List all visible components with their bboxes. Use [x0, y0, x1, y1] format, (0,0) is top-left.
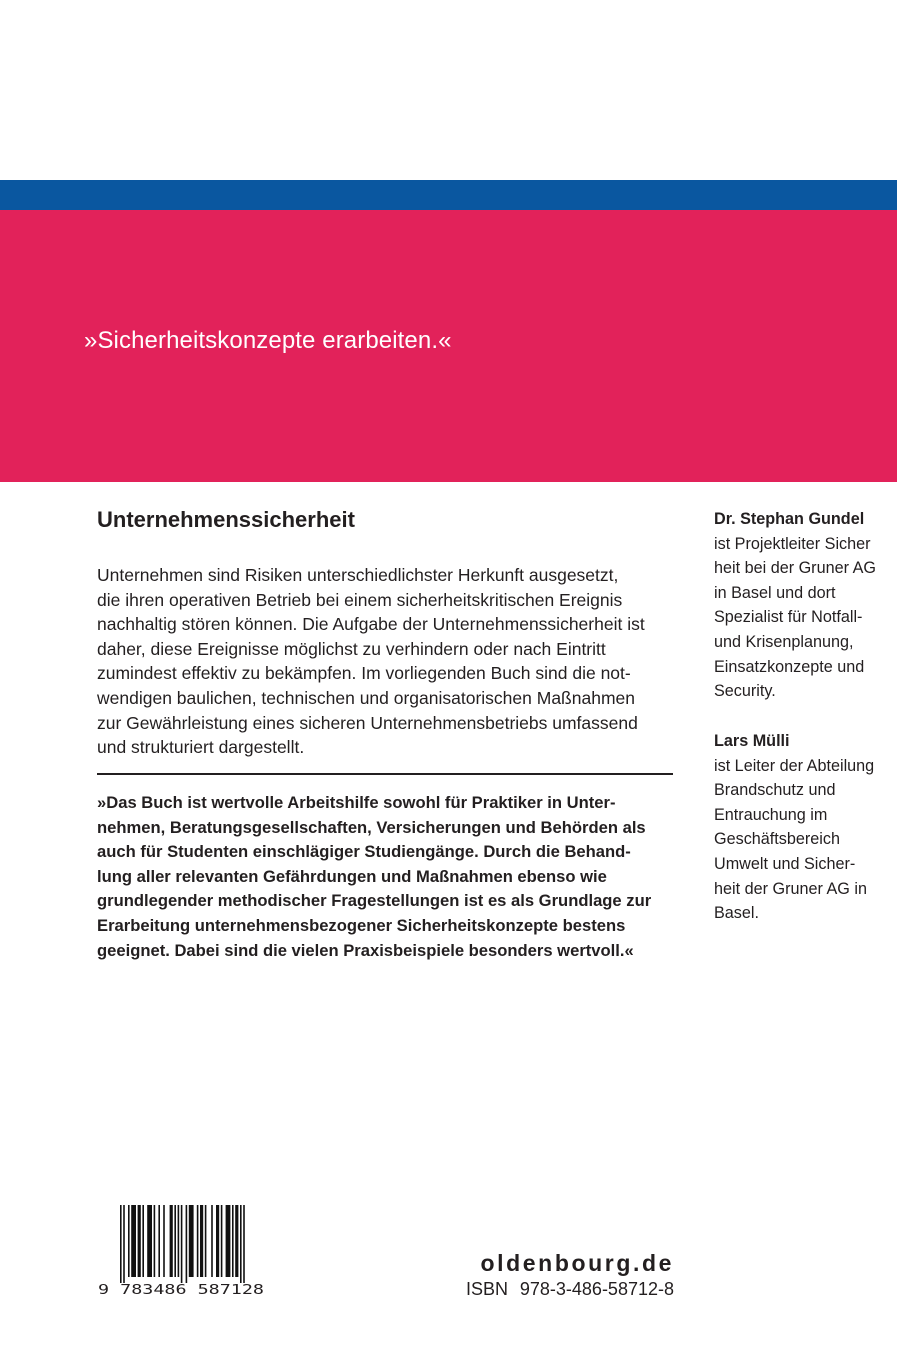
author-bio-line: Spezialist für Notfall-: [714, 608, 863, 627]
isbn-label: ISBN: [466, 1279, 509, 1299]
barcode-bar: [120, 1205, 122, 1283]
description-line: zur Gewährleistung eines sicheren Unternehmensbetriebs umfassend: [97, 712, 638, 733]
publisher-url: oldenbourg.de: [480, 1250, 674, 1276]
author-bio-line: heit bei der Gruner AG: [714, 559, 876, 578]
blue-band: [0, 180, 897, 210]
barcode-bar: [163, 1205, 165, 1277]
barcode-bar: [221, 1205, 223, 1277]
barcode-bar: [200, 1205, 203, 1277]
cover-tagline: »Sicherheitskonzepte erarbeiten.«: [84, 327, 452, 354]
barcode-bars: [120, 1205, 245, 1283]
author-bio-line: Einsatzkonzepte und: [714, 657, 865, 676]
author-bio-muelli: [714, 729, 894, 926]
review-line: geeignet. Dabei sind die vielen Praxisbeispiele besonders wertvoll.«: [97, 940, 634, 960]
barcode-bar: [226, 1205, 231, 1277]
barcode-bar: [170, 1205, 173, 1277]
author-bio-line: und Krisenplanung,: [714, 632, 854, 651]
barcode-bar: [197, 1205, 199, 1277]
description-line: und strukturiert dargestellt.: [97, 737, 305, 758]
barcode-bar: [181, 1205, 183, 1283]
author-bio-line: Basel.: [714, 904, 759, 923]
author-bio-line: ist Projektleiter Sicher: [714, 534, 871, 553]
author-bio-line: ist Leiter der Abteilung: [714, 756, 875, 775]
barcode-bar: [216, 1205, 219, 1277]
description-line: nachhaltig stören können. Die Aufgabe der Unternehmenssicherheit ist: [97, 614, 645, 635]
review-line: nehmen, Beratungsgesellschaften, Versicherungen und Behörden als: [97, 817, 646, 837]
barcode-bar: [131, 1205, 136, 1277]
barcode-bar: [235, 1205, 238, 1277]
barcode-bar: [158, 1205, 160, 1277]
review-quote: [97, 791, 677, 963]
author-bio-line: Entrauchung im: [714, 805, 828, 824]
author-bio-line: Brandschutz und: [714, 781, 836, 800]
barcode-bar: [123, 1205, 125, 1283]
barcode-bar: [147, 1205, 152, 1277]
barcode-bar: [138, 1205, 141, 1277]
review-line: »Das Buch ist wertvolle Arbeitshilfe sowohl für Praktiker in Unter-: [97, 793, 616, 812]
author-bio-line: Security.: [714, 682, 776, 701]
description-line: wendigen baulichen, technischen und organisatorischen Maßnahmen: [97, 687, 635, 708]
author-name: Lars Mülli: [714, 732, 790, 750]
barcode-bar: [243, 1205, 245, 1283]
barcode-bar: [154, 1205, 156, 1277]
author-bio-line: Umwelt und Sicher-: [714, 854, 856, 873]
barcode-bar: [189, 1205, 194, 1277]
barcode-bar: [205, 1205, 207, 1277]
barcode-bar: [186, 1205, 188, 1283]
description-text: [97, 563, 677, 760]
description-line: daher, diese Ereignisse möglichst zu verhindern oder nach Eintritt: [97, 638, 606, 659]
barcode-digits: 9 783486 587128: [98, 1282, 264, 1297]
barcode-bar: [178, 1205, 180, 1277]
section-divider: [97, 773, 673, 775]
barcode-bar: [211, 1205, 213, 1277]
review-line: grundlegender methodischer Fragestellungen ist es als Grundlage zur: [97, 891, 652, 911]
review-line: auch für Studenten einschlägiger Studiengänge. Durch die Behand-: [97, 842, 631, 862]
book-title: Unternehmenssicherheit: [97, 507, 355, 532]
author-bio-line: heit der Gruner AG in: [714, 879, 867, 898]
isbn-number: 978-3-486-58712-8: [519, 1279, 674, 1299]
author-bio-gundel: [714, 507, 894, 704]
review-line: Erarbeitung unternehmensbezogener Sicherheitskonzepte bestens: [97, 915, 626, 935]
author-bio-line: in Basel und dort: [714, 583, 836, 602]
barcode-bar: [240, 1205, 242, 1283]
barcode-bar: [232, 1205, 234, 1277]
review-line: lung aller relevanten Gefährdungen und Maßnahmen ebenso wie: [97, 866, 607, 886]
barcode-bar: [174, 1205, 176, 1277]
description-line: die ihren operativen Betrieb bei einem sicherheitskritischen Ereignis: [97, 589, 623, 610]
description-line: zumindest effektiv zu bekämpfen. Im vorliegenden Buch sind die not-: [97, 663, 631, 684]
barcode: [98, 1205, 268, 1297]
author-bio-line: Geschäftsbereich: [714, 830, 840, 849]
description-line: Unternehmen sind Risiken unterschiedlichster Herkunft ausgesetzt,: [97, 565, 619, 585]
author-name: Dr. Stephan Gundel: [714, 510, 865, 528]
barcode-bar: [142, 1205, 144, 1277]
barcode-bar: [128, 1205, 130, 1277]
